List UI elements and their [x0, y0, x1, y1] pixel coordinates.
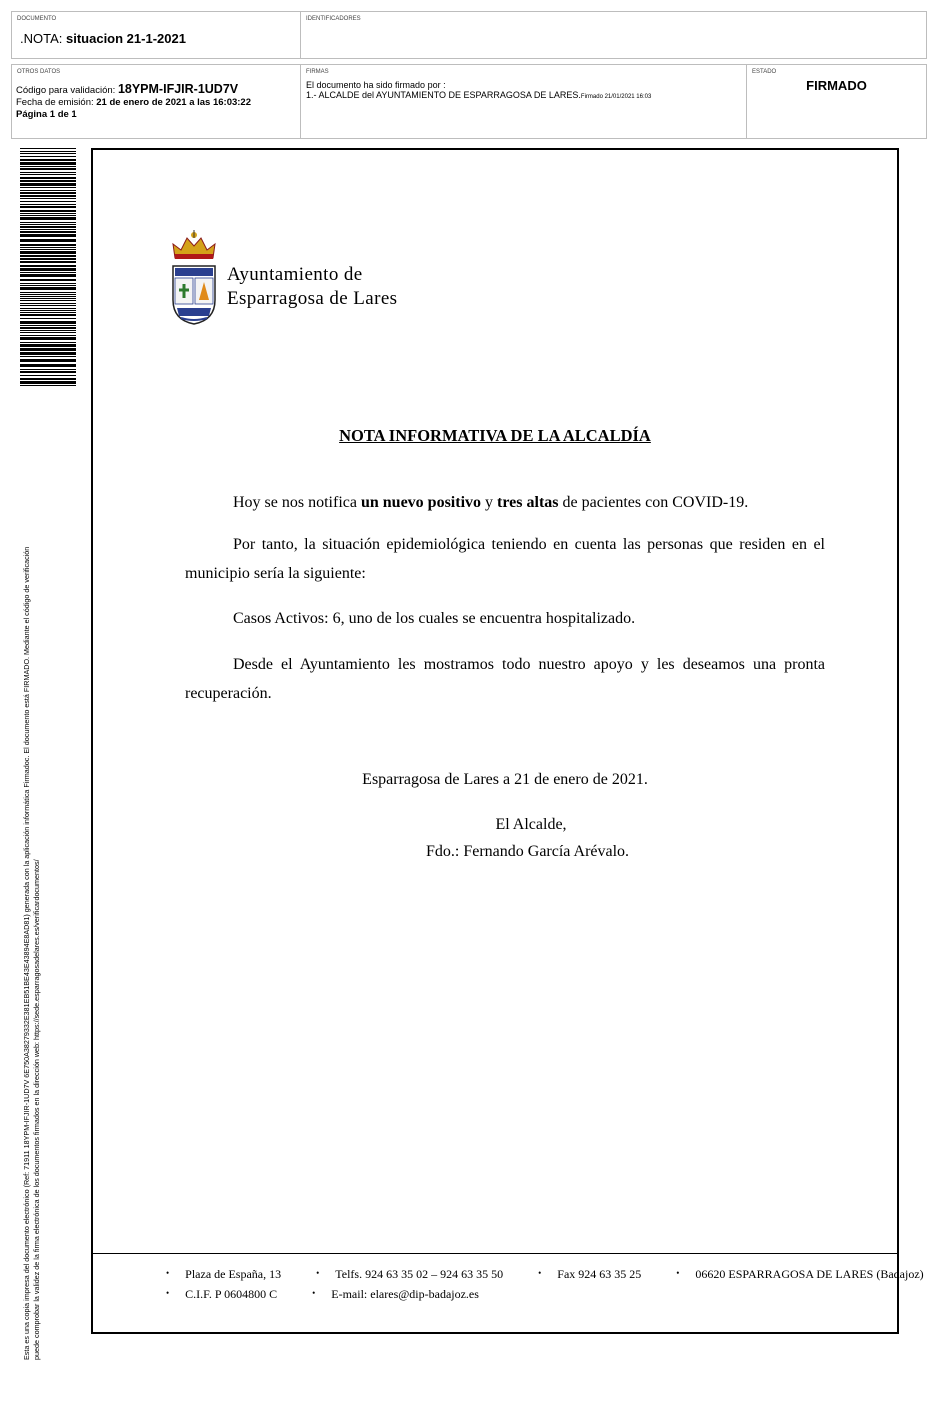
verification-side-text: [22, 400, 42, 1360]
barcode-bar: [20, 378, 76, 380]
barcode-bar: [20, 206, 76, 208]
barcode-bar: [20, 318, 76, 319]
firmas-line2: 1.- ALCALDE del AYUNTAMIENTO DE ESPARRAGOSA DE LARES.: [306, 90, 581, 100]
paragraph-1: [185, 488, 825, 517]
barcode-bar: [20, 312, 76, 313]
barcode-bar: [20, 332, 76, 333]
barcode-bar: [20, 325, 76, 326]
barcode-bar: [20, 292, 76, 293]
barcode-bar: [20, 148, 76, 149]
barcode-bar: [20, 204, 76, 205]
barcode-bar: [20, 217, 76, 220]
side-text-line2: puede comprobar la validez de la firma electrónica de los documentos firmados en la dirección web: https://sede.esparragosadelares.es/verificardocumentos/: [32, 859, 41, 1360]
barcode-bar: [20, 177, 76, 179]
barcode-bar: [20, 231, 76, 233]
barcode-bar: [20, 385, 76, 386]
footer-fax: Fax 924 63 35 25: [557, 1267, 642, 1281]
barcode-bar: [20, 255, 76, 257]
footer-city: 06620 ESPARRAGOSA DE LARES (Badajoz): [695, 1267, 924, 1281]
barcode-bar: [20, 151, 76, 152]
barcode-bar: [20, 166, 76, 167]
paragraph-2: Por tanto, la situación epidemiológica teniendo en cuenta las personas que residen en el municipio sería la siguiente:: [185, 536, 825, 582]
letterhead-line1: Ayuntamiento de: [227, 264, 363, 285]
footer-phones: Telfs. 924 63 35 02 – 924 63 35 50: [335, 1267, 504, 1281]
barcode-bar: [20, 327, 76, 329]
footer-email: E-mail: elares@dip-badajoz.es: [331, 1287, 479, 1301]
estado-label: ESTADO: [752, 69, 777, 75]
barcode-bar: [20, 344, 76, 347]
document-title-text: situacion 21-1-2021: [66, 31, 186, 46]
estado-cell: [746, 64, 927, 139]
barcode-bar: [20, 195, 76, 197]
barcode-bar: [20, 348, 76, 351]
barcode-bar: [20, 321, 76, 324]
otros-datos-label: OTROS DATOS: [17, 69, 61, 75]
barcode-bar: [20, 224, 76, 225]
barcode-bar: [20, 249, 76, 250]
p1-text-c: y: [481, 494, 498, 511]
barcode-bar: [20, 375, 76, 376]
p1-text-a: Hoy se nos notifica: [233, 494, 361, 511]
firmas-label: FIRMAS: [306, 69, 329, 75]
barcode-bar: [20, 330, 76, 331]
barcode-bar: [20, 187, 76, 188]
barcode-bar: [20, 305, 76, 306]
fecha-label: Fecha de emisión:: [16, 97, 94, 108]
barcode-bar: [20, 210, 76, 212]
barcode-bar: [20, 314, 76, 316]
document-page: [91, 148, 924, 1334]
paragraph-4: Desde el Ayuntamiento les mostramos todo nuestro apoyo y les deseamos una pronta recuperación.: [185, 656, 825, 702]
barcode-bar: [20, 285, 76, 286]
barcode-bar: [20, 251, 76, 254]
barcode-bar: [20, 234, 76, 237]
barcode-bar: [20, 300, 76, 301]
barcode-bar: [20, 229, 76, 230]
firmas-stamp: Firmado 21/01/2021 16:03: [580, 94, 652, 100]
barcode-bar: [20, 261, 76, 263]
barcode-bar: [20, 356, 76, 357]
footer-divider: [93, 1253, 899, 1254]
barcode-bar: [20, 239, 76, 242]
barcode-bar: [20, 244, 76, 246]
footer-line2: • C.I.F. P 0604800 C • E-mail: elares@dip-badajoz.es: [166, 1287, 479, 1301]
barcode-bar: [20, 294, 76, 295]
barcode-bar: [20, 342, 76, 343]
footer-cif: C.I.F. P 0604800 C: [185, 1287, 278, 1301]
note-title: NOTA INFORMATIVA DE LA ALCALDÍA: [339, 426, 651, 445]
barcode: [20, 148, 76, 386]
barcode-bar: [20, 381, 76, 384]
barcode-bar: [20, 369, 76, 370]
barcode-bar: [20, 364, 76, 367]
documento-cell: [11, 11, 301, 59]
barcode-bar: [20, 310, 76, 311]
barcode-bar: [20, 303, 76, 304]
document-title: [20, 31, 186, 46]
letterhead-line2: Esparragosa de Lares: [227, 288, 398, 309]
barcode-bar: [20, 283, 76, 284]
estado-value: FIRMADO: [806, 78, 867, 93]
barcode-bar: [20, 359, 76, 362]
barcode-bar: [20, 298, 76, 299]
barcode-bar: [20, 156, 76, 157]
coat-of-arms-icon: [169, 228, 219, 326]
barcode-bar: [20, 308, 76, 309]
identificadores-label: IDENTIFICADORES: [306, 16, 361, 22]
fecha-emision: 21 de enero de 2021 a las 16:03:22: [96, 97, 252, 108]
firmas-cell: [300, 64, 747, 139]
barcode-bar: [20, 190, 76, 191]
otros-datos-cell: [11, 64, 301, 139]
barcode-bar: [20, 265, 76, 267]
barcode-bar: [20, 287, 76, 290]
barcode-bar: [20, 215, 76, 216]
p1-bold-positivo: un nuevo positivo: [360, 494, 482, 511]
place-date: Esparragosa de Lares a 21 de enero de 2021.: [362, 771, 648, 788]
barcode-bar: [20, 159, 76, 161]
barcode-bar: [20, 335, 76, 336]
barcode-bar: [20, 192, 76, 194]
barcode-bar: [20, 268, 76, 271]
firmas-line1: El documento ha sido firmado por :: [306, 80, 446, 90]
barcode-bar: [20, 226, 76, 228]
letterhead-org: [227, 263, 397, 311]
signer-role: El Alcalde,: [495, 816, 567, 833]
validation-code: 18YPM-IFJIR-1UD7V: [117, 82, 239, 96]
p1-text-e: de pacientes con COVID-19.: [558, 494, 749, 511]
identificadores-cell: [300, 11, 927, 59]
barcode-bar: [20, 272, 76, 273]
barcode-bar: [20, 213, 76, 214]
barcode-bar: [20, 168, 76, 170]
barcode-bar: [20, 174, 76, 175]
barcode-bar: [20, 352, 76, 355]
barcode-bar: [20, 162, 76, 165]
barcode-bar: [20, 371, 76, 373]
barcode-bar: [20, 222, 76, 223]
barcode-bar: [20, 201, 76, 202]
paragraph-3: Casos Activos: 6, uno de los cuales se encuentra hospitalizado.: [233, 610, 636, 627]
side-text-line1: Esta es una copia impresa del documento electrónico (Ref: 71911 18YPM-IFJIR-1UD7V 6E750A38279332E381EB51BE43E43894E8AD81) generada con la aplicación informática Firmadoc. El documento está FIRMADO. Mediante el código de verificación: [22, 546, 31, 1360]
barcode-bar: [20, 183, 76, 186]
barcode-bar: [20, 247, 76, 248]
codigo-label: Código para validación:: [16, 85, 116, 96]
barcode-bar: [20, 274, 76, 277]
barcode-bar: [20, 296, 76, 297]
barcode-bar: [20, 337, 76, 340]
document-title-prefix: .NOTA:: [20, 31, 63, 46]
page-count: Página 1 de 1: [16, 109, 77, 120]
barcode-bar: [20, 172, 76, 173]
barcode-bar: [20, 153, 76, 154]
barcode-bar: [20, 258, 76, 260]
barcode-bar: [20, 279, 76, 281]
barcode-bar: [20, 198, 76, 199]
documento-label: DOCUMENTO: [17, 16, 57, 22]
signer-name: Fdo.: Fernando García Arévalo.: [426, 843, 630, 860]
footer-address: Plaza de España, 13: [185, 1267, 282, 1281]
footer-line1: • Plaza de España, 13 • Telfs. 924 63 35 02 – 924 63 35 50 • Fax 924 63 35 25 • 06620 ESPARRAGOSA DE LARES (Badajoz): [166, 1267, 924, 1281]
barcode-bar: [20, 180, 76, 182]
p1-bold-altas: tres altas: [497, 494, 559, 511]
